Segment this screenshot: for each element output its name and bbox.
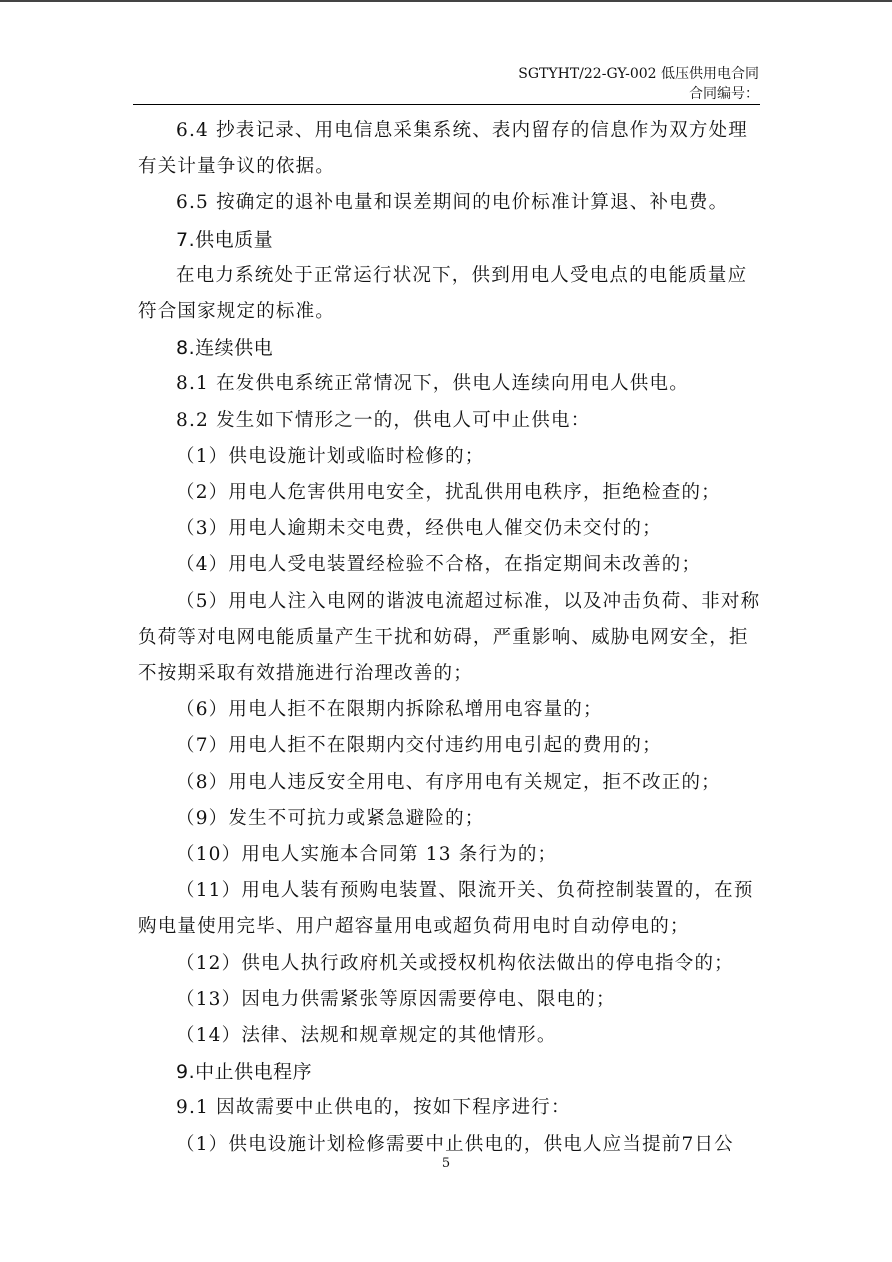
list-item-10: （10）用电人实施本合同第 13 条行为的； <box>176 844 558 866</box>
section-heading-9: 9.中止供电程序 <box>176 1061 313 1084</box>
list-item-1: （1）供电设施计划或临时检修的； <box>176 445 485 467</box>
clause-6-5: 6.5 按确定的退补电量和误差期间的电价标准计算退、补电费。 <box>176 192 729 214</box>
clause-7-text: 在电力系统处于正常运行状况下，供到用电人受电点的电能质量应符合国家规定的标准。 <box>138 264 748 323</box>
clause-9-1: 9.1 因故需要中止供电的，按如下程序进行： <box>176 1097 571 1119</box>
clause-8-2: 8.2 发生如下情形之一的，供电人可中止供电： <box>176 409 591 431</box>
clause-6-4: 6.4 抄表记录、用电信息采集系统、表内留存的信息作为双方处理有关计量争议的依据。 <box>138 120 749 178</box>
contract-title: SGTYHT/22-GY-002 低压供用电合同 <box>518 66 759 82</box>
list-item-9: （9）发生不可抗力或紧急避险的； <box>176 807 485 829</box>
list-item-7: （7）用电人拒不在限期内交付违约用电引起的费用的； <box>176 735 662 757</box>
list-item-8: （8）用电人违反安全用电、有序用电有关规定，拒不改正的； <box>176 771 721 793</box>
list-item-3: （3）用电人逾期未交电费，经供电人催交仍未交付的； <box>176 518 662 540</box>
page-header <box>518 64 759 104</box>
document-body <box>138 113 762 1163</box>
top-border <box>0 0 892 2</box>
list-item-14: （14）法律、法规和规章规定的其他情形。 <box>176 1025 557 1047</box>
clause-8-1: 8.1 在发供电系统正常情况下，供电人连续向用电人供电。 <box>176 373 689 395</box>
list-item-6: （6）用电人拒不在限期内拆除私增用电容量的； <box>176 699 603 721</box>
list-item-4: （4）用电人受电装置经检验不合格，在指定期间未改善的； <box>176 554 702 576</box>
list-item-13: （13）因电力供需紧张等原因需要停电、限电的； <box>176 988 616 1010</box>
list-item-5: （5）用电人注入电网的谐波电流超过标准，以及冲击负荷、非对称负荷等对电网电能质量产生干扰和妨碍，严重影响、威胁电网安全，拒不按期采取有效措施进行治理改善的； <box>138 590 761 685</box>
contract-number-label: 合同编号： <box>689 86 759 102</box>
page-number: 5 <box>441 1156 451 1171</box>
list-item-12: （12）供电人执行政府机关或授权机构依法做出的停电指令的； <box>176 952 734 974</box>
list-item-11: （11）用电人装有预购电装置、限流开关、负荷控制装置的，在预购电量使用完毕、用户超容量用电或超负荷用电时自动停电的； <box>138 880 754 938</box>
section-heading-8: 8.连续供电 <box>176 337 274 360</box>
section-heading-7: 7.供电质量 <box>176 228 274 251</box>
procedure-item-1: （1）供电设施计划检修需要中止供电的，供电人应当提前7日公 <box>176 1133 734 1155</box>
header-rule <box>133 104 760 105</box>
list-item-2: （2）用电人危害供用电安全，扰乱供用电秩序，拒绝检查的； <box>176 482 721 504</box>
